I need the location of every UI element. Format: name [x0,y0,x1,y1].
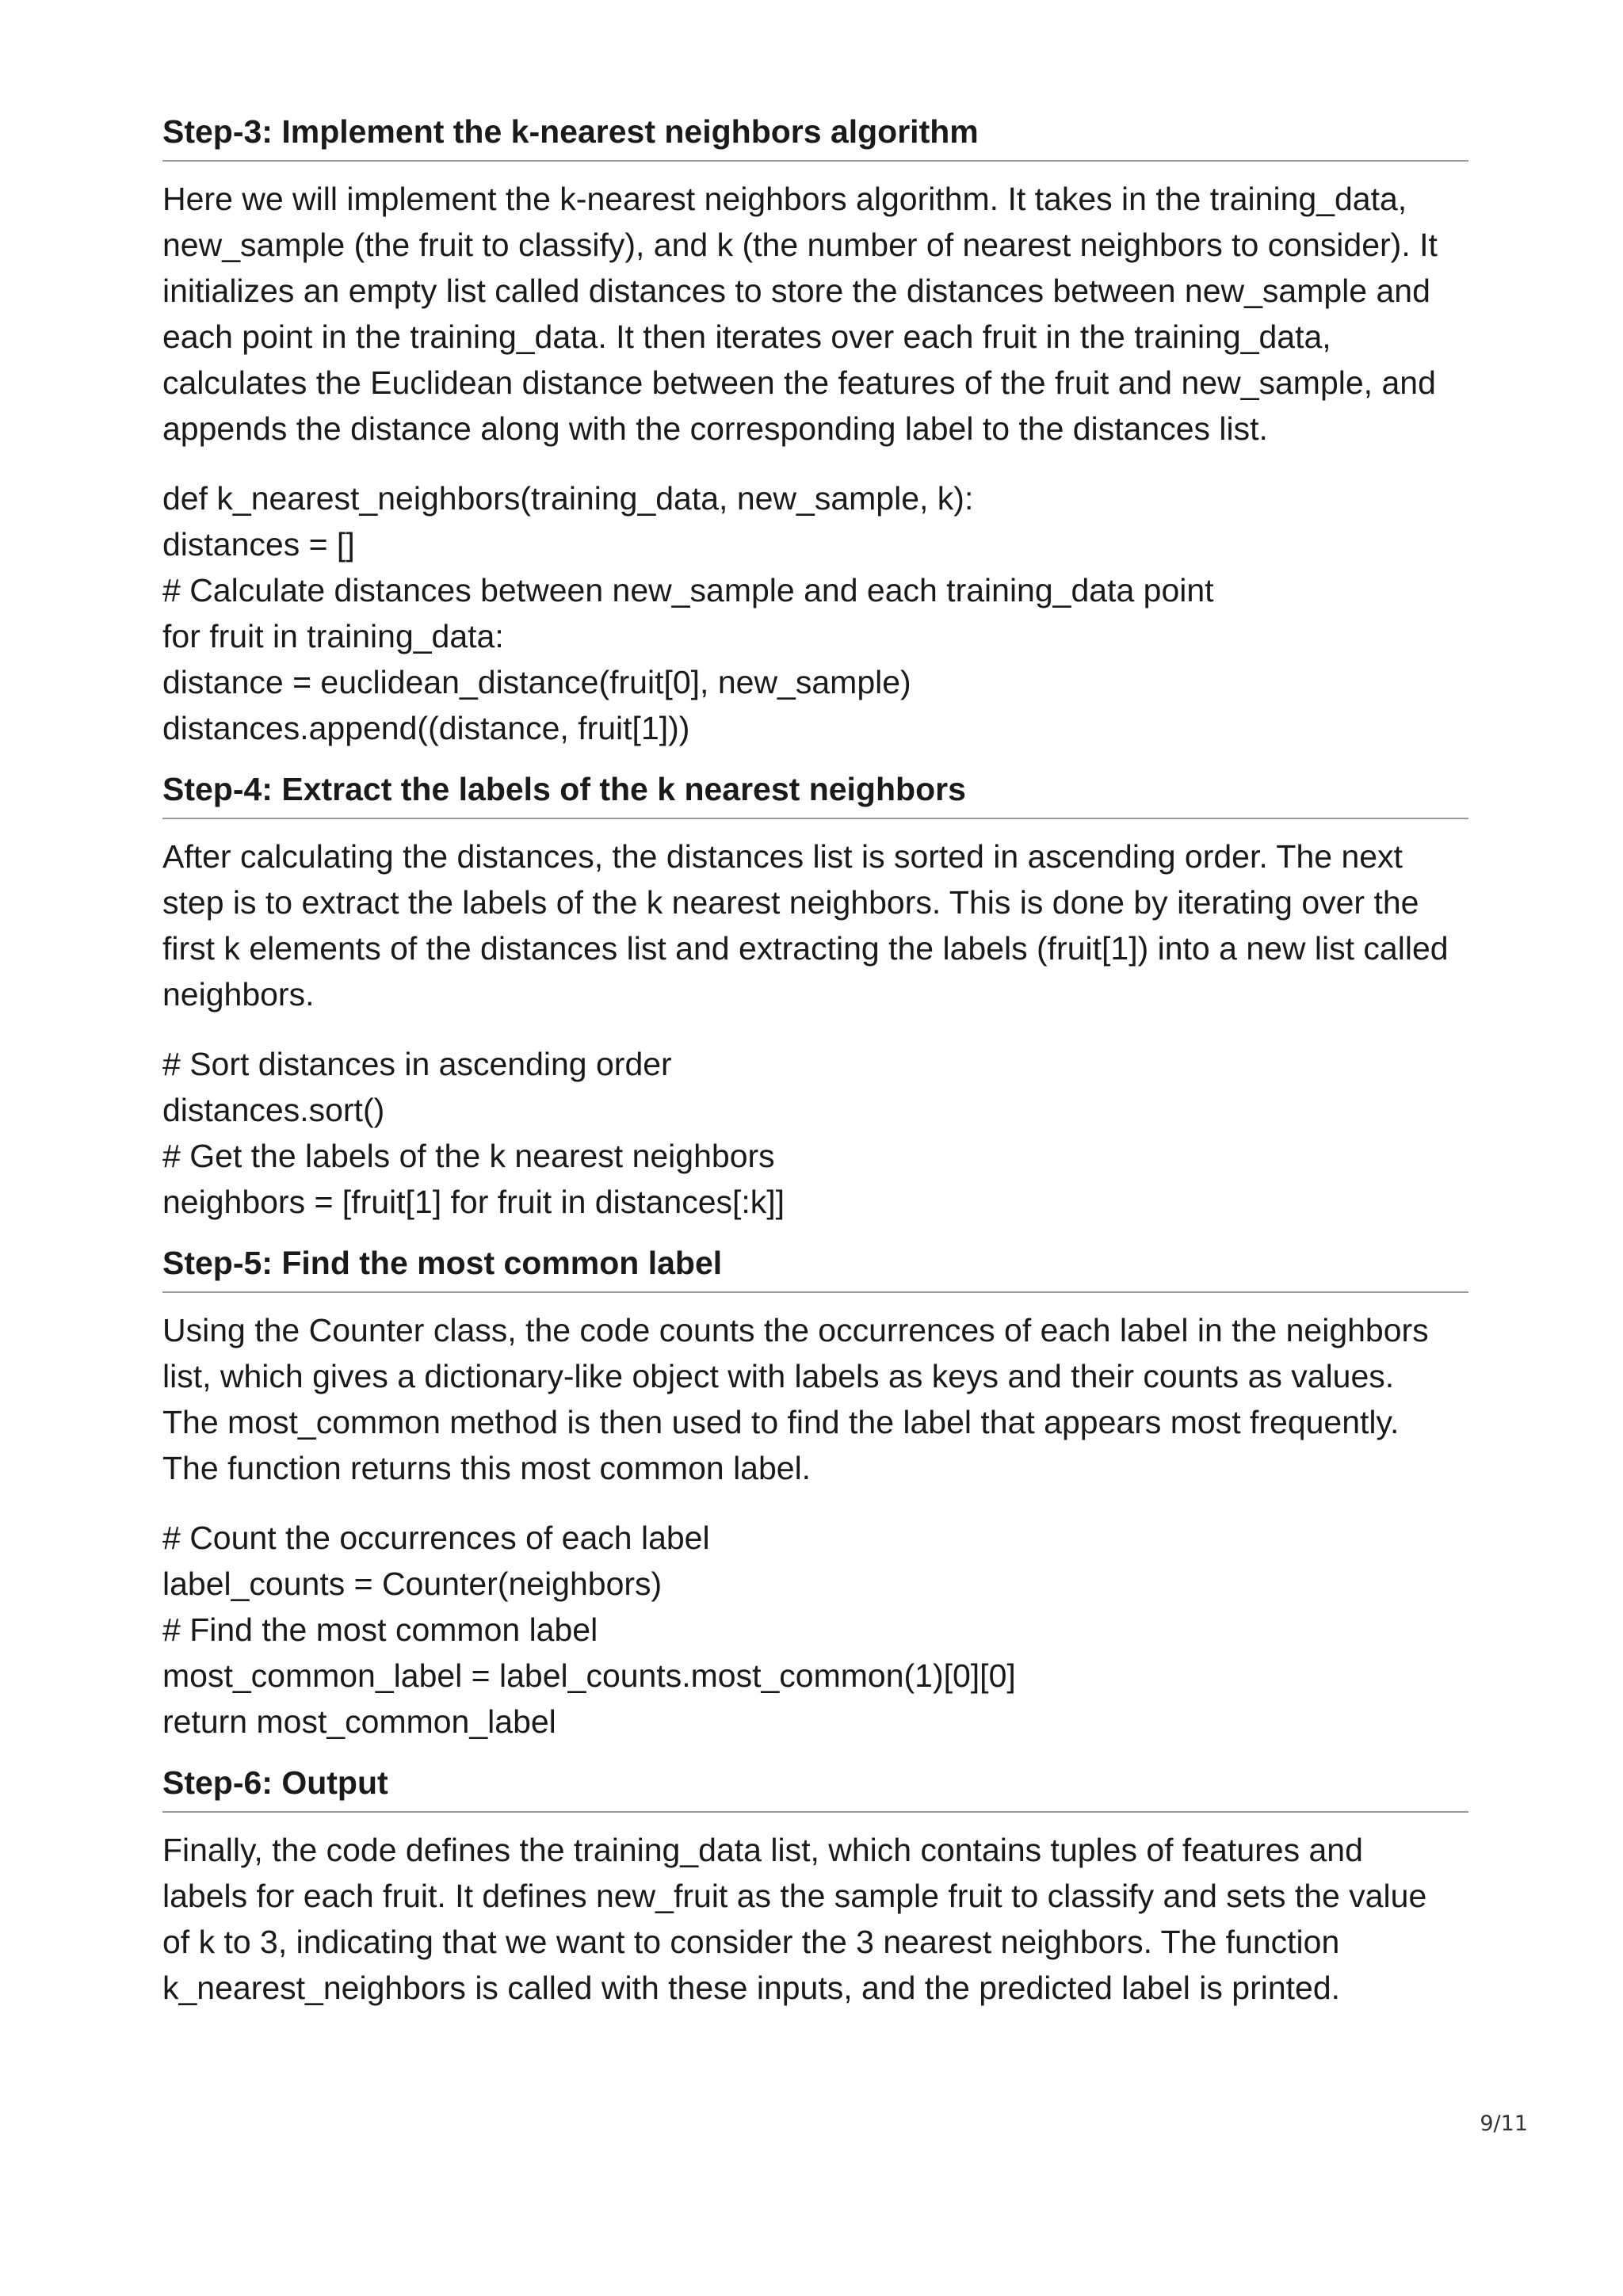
paragraph-line: The function returns this most common label. [162,1450,812,1486]
paragraph-line: step is to extract the labels of the k nearest neighbors. This is done by iterating over the [162,884,1419,921]
section-heading: Step-6: Output [162,1762,1468,1813]
section-heading: Step-3: Implement the k-nearest neighbors algorithm [162,111,1468,162]
paragraph-line: Here we will implement the k-nearest neighbors algorithm. It takes in the training_data, [162,181,1407,217]
code-line: # Count the occurrences of each label [162,1520,710,1556]
code-line: most_common_label = label_counts.most_common(1)[0][0] [162,1657,1016,1694]
code-line: return most_common_label [162,1703,556,1740]
paragraph-line: each point in the training_data. It then iterates over each fruit in the training_data, [162,318,1331,355]
section-step-3 [162,111,1468,751]
paragraph-line: list, which gives a dictionary-like object with labels as keys and their counts as values. [162,1358,1395,1394]
paragraph-line: calculates the Euclidean distance between the features of the fruit and new_sample, and [162,364,1436,401]
section-paragraph [162,176,1468,452]
paragraph-line: k_nearest_neighbors is called with these inputs, and the predicted label is printed. [162,1970,1341,2006]
paragraph-line: initializes an empty list called distances to store the distances between new_sample and [162,273,1430,309]
code-line: # Sort distances in ascending order [162,1046,672,1082]
paragraph-line: of k to 3, indicating that we want to consider the 3 nearest neighbors. The function [162,1924,1340,1960]
section-paragraph [162,1827,1468,2011]
paragraph-line: labels for each fruit. It defines new_fruit as the sample fruit to classify and sets the value [162,1878,1427,1914]
code-line: label_counts = Counter(neighbors) [162,1566,663,1602]
code-block [162,1515,1468,1745]
code-block [162,1041,1468,1225]
paragraph-line: neighbors. [162,976,315,1013]
section-step-6 [162,1762,1468,2011]
code-line: distances.append((distance, fruit[1])) [162,710,690,746]
code-line: # Calculate distances between new_sample and each training_data point [162,572,1214,608]
page-number: 9/11 [1480,2111,1528,2136]
document-page [162,111,1468,2011]
paragraph-line: Using the Counter class, the code counts the occurrences of each label in the neighbors [162,1312,1429,1348]
paragraph-line: After calculating the distances, the distances list is sorted in ascending order. The next [162,838,1403,875]
paragraph-line: The most_common method is then used to find the label that appears most frequently. [162,1404,1400,1440]
section-step-5 [162,1242,1468,1745]
code-line: for fruit in training_data: [162,618,504,654]
code-line: # Get the labels of the k nearest neighbors [162,1138,775,1174]
section-paragraph [162,1307,1468,1491]
paragraph-line: appends the distance along with the corresponding label to the distances list. [162,410,1268,447]
code-block [162,475,1468,751]
code-line: neighbors = [fruit[1] for fruit in distances[:k]] [162,1184,785,1220]
code-line: distance = euclidean_distance(fruit[0], new_sample) [162,664,911,700]
paragraph-line: new_sample (the fruit to classify), and k (the number of nearest neighbors to consider). It [162,227,1438,263]
code-line: distances.sort() [162,1092,385,1128]
section-heading: Step-4: Extract the labels of the k nearest neighbors [162,769,1468,819]
section-heading: Step-5: Find the most common label [162,1242,1468,1293]
section-step-4 [162,769,1468,1225]
paragraph-line: Finally, the code defines the training_data list, which contains tuples of features and [162,1832,1363,1868]
code-line: distances = [] [162,526,355,563]
code-line: def k_nearest_neighbors(training_data, new_sample, k): [162,480,974,517]
paragraph-line: first k elements of the distances list and extracting the labels (fruit[1]) into a new list called [162,930,1449,967]
section-paragraph [162,833,1468,1017]
code-line: # Find the most common label [162,1611,598,1648]
